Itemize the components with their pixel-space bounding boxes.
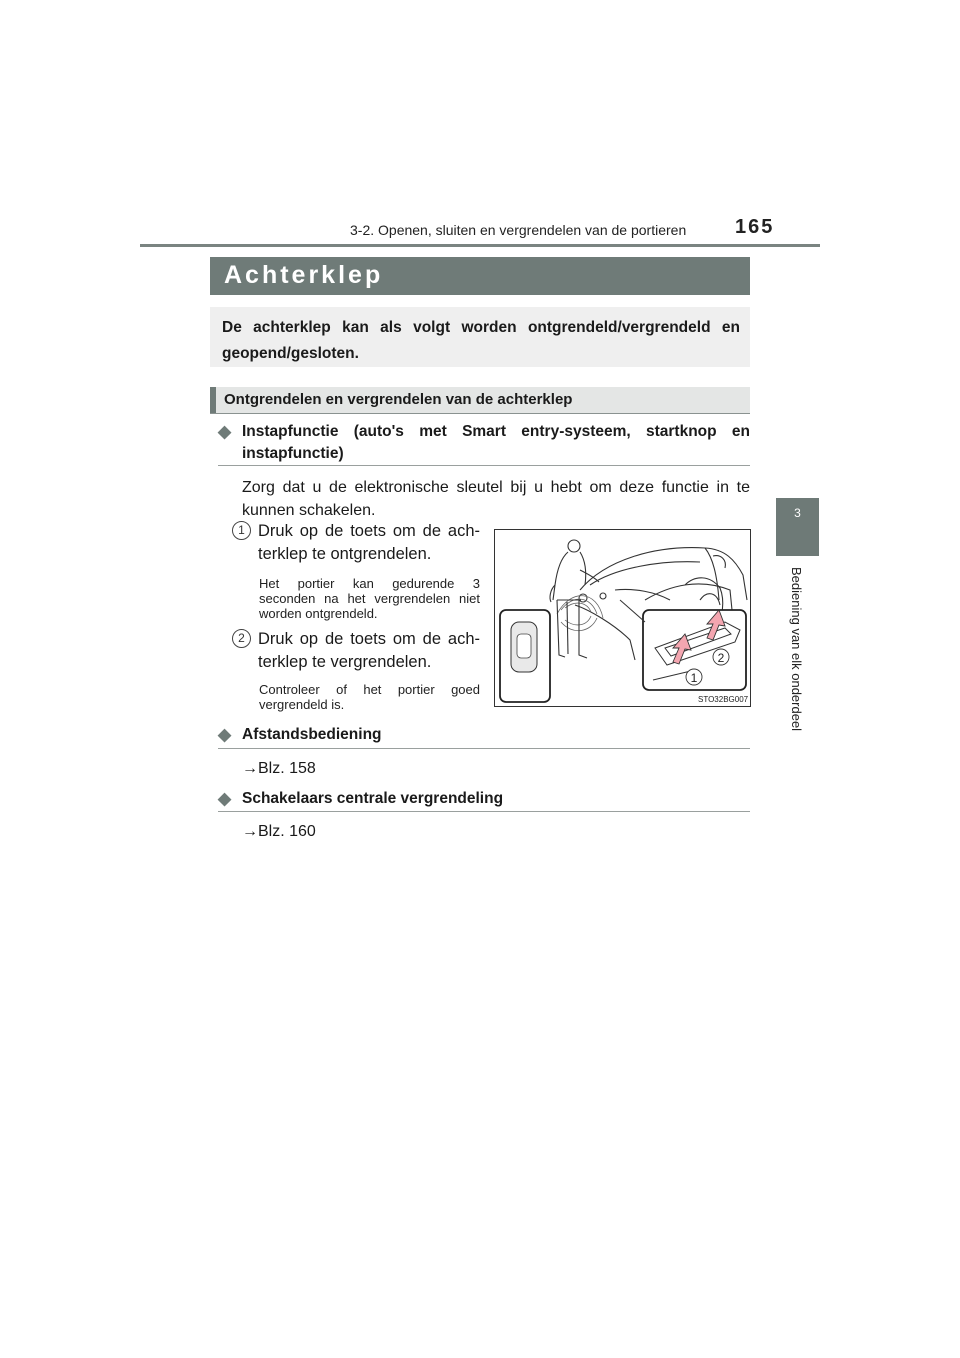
step-note-2: Controleer of het portier goed vergrendeld is. bbox=[259, 682, 480, 712]
diamond-bullet-icon: ◆ bbox=[218, 725, 232, 744]
chapter-title: Bediening van elk onderdeel bbox=[789, 567, 804, 732]
header-divider bbox=[140, 244, 820, 247]
header-section-title: 3-2. Openen, sluiten en vergrendelen van de portieren bbox=[350, 222, 687, 238]
section-heading-afstandsbediening: ◆ Afstandsbediening bbox=[218, 725, 382, 744]
step-text-2 bbox=[258, 628, 480, 674]
step-1-line-2: terklep te ontgrendelen. bbox=[258, 545, 432, 563]
page-reference-160: →Blz. 160 bbox=[242, 823, 316, 840]
tailgate-illustration bbox=[494, 529, 751, 707]
step-number-1: 1 bbox=[232, 521, 251, 540]
diamond-bullet-icon: ◆ bbox=[218, 789, 232, 808]
figure-code: STO32BG007 bbox=[698, 695, 749, 704]
intro-box bbox=[210, 307, 750, 367]
step-text-1 bbox=[258, 520, 480, 566]
section-divider bbox=[218, 811, 750, 812]
subheading-text: Ontgrendelen en vergrendelen van de achterklep bbox=[224, 391, 573, 408]
section-description: Zorg dat u de elektronische sleutel bij u hebt om deze functie in te kunnen schakelen. bbox=[242, 479, 750, 519]
subheading bbox=[210, 387, 750, 414]
page-reference-158: →Blz. 158 bbox=[242, 760, 316, 777]
tailgate-illustration-svg bbox=[495, 530, 750, 706]
step-2-line-2: terklep te vergrendelen. bbox=[258, 653, 432, 671]
step-number-2: 2 bbox=[232, 629, 251, 648]
section-title-bar bbox=[210, 257, 750, 295]
section-heading-centrale-vergrendeling: ◆ Schakelaars centrale vergrendeling bbox=[218, 789, 504, 808]
step-1-line-1: Druk op de toets om de ach- bbox=[258, 522, 480, 540]
intro-text: De achterklep kan als volgt worden ontgrendeld/vergrendeld en geopend/gesloten. bbox=[222, 319, 740, 362]
chapter-title-vertical bbox=[790, 567, 808, 757]
section-divider bbox=[218, 748, 750, 749]
figure-callout-1: 1 bbox=[690, 671, 698, 685]
page-title: Achterklep bbox=[224, 261, 384, 289]
section-divider bbox=[218, 465, 750, 466]
chapter-tab bbox=[776, 498, 819, 556]
section-heading-instapfunctie: ◆ Instapfunctie (auto's met Smart entry-systeem, startknop en instapfunctie) bbox=[218, 422, 750, 462]
diamond-bullet-icon: ◆ bbox=[218, 422, 232, 441]
page-number: 165 bbox=[735, 216, 775, 238]
chapter-number: 3 bbox=[794, 506, 801, 520]
step-2-line-1: Druk op de toets om de ach- bbox=[258, 630, 480, 648]
subheading-accent bbox=[210, 387, 216, 413]
step-note-1: Het portier kan gedurende 3 seconden na het vergrendelen niet worden ontgrendeld. bbox=[259, 576, 480, 621]
figure-callout-2: 2 bbox=[717, 651, 725, 665]
